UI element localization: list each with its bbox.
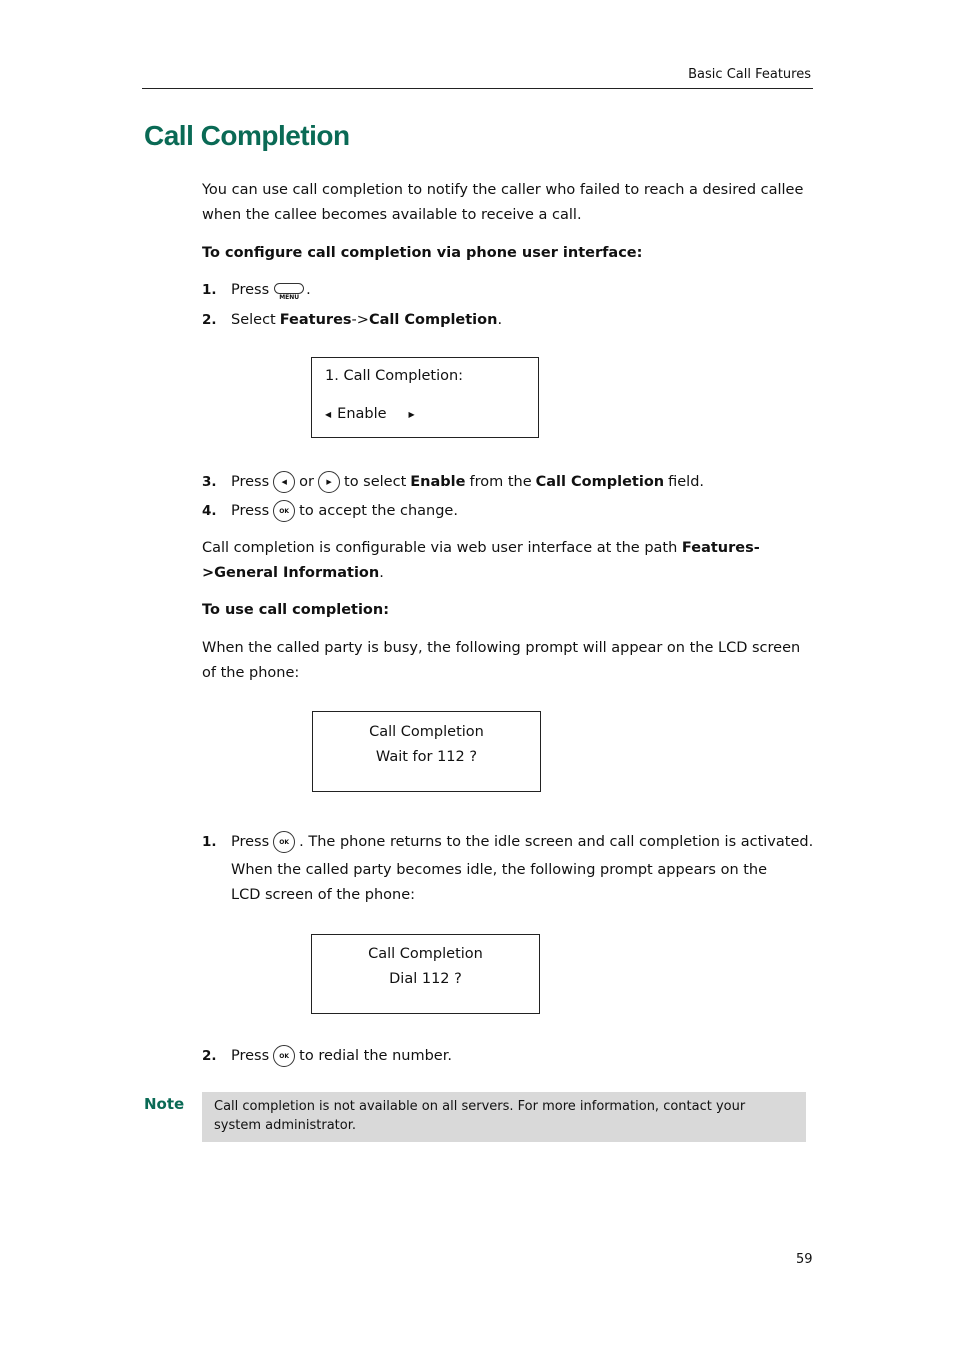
menu-path: Features xyxy=(279,312,352,328)
right-triangle-icon: ▶ xyxy=(408,409,415,419)
configure-step-1 xyxy=(202,277,311,303)
menu-key-icon xyxy=(274,283,304,302)
lcd-line: Wait for 112 ? xyxy=(375,749,478,765)
step-number: 3. xyxy=(202,474,217,490)
step-text: to redial the number. xyxy=(299,1048,452,1064)
intro-paragraph: You can use call completion to notify the caller who failed to reach a desired callee when the callee becomes available to receive a call. xyxy=(202,182,804,223)
step-number: 1. xyxy=(202,282,217,298)
menu-key-shape xyxy=(274,283,304,294)
page-number: 59 xyxy=(796,1252,813,1267)
para-text: . xyxy=(379,565,384,581)
ok-key-icon: OK xyxy=(273,500,295,522)
step-text: Press xyxy=(231,1048,270,1064)
lcd-screen-wait xyxy=(312,711,541,792)
step-text: . The phone returns to the idle screen and call completion is activated. xyxy=(299,834,814,850)
path-arrow: -> xyxy=(202,540,760,581)
left-triangle-icon: ◀ xyxy=(325,409,332,419)
step-number: 4. xyxy=(202,503,217,519)
menu-path: Features xyxy=(681,540,754,556)
para-text: Call completion is configurable via web user interface at the path xyxy=(202,540,678,556)
step-text: from the xyxy=(469,474,532,490)
step-text: to select xyxy=(344,474,407,490)
option-name: Enable xyxy=(410,474,466,490)
step-text: Press xyxy=(231,503,270,519)
use-heading: To use call completion: xyxy=(202,602,390,618)
use-step-1-detail: When the called party becomes idle, the following prompt appears on the LCD screen of the phone: xyxy=(231,862,768,903)
step-number: 2. xyxy=(202,312,217,328)
ok-key-icon: OK xyxy=(273,831,295,853)
page-title: Call Completion xyxy=(144,120,350,151)
lcd-screen-dial xyxy=(311,934,540,1014)
step-text: Press xyxy=(231,282,270,298)
use-intro-paragraph: When the called party is busy, the following prompt will appear on the LCD screen of the phone: xyxy=(202,640,801,681)
configure-step-4 xyxy=(202,498,458,524)
step-text: field. xyxy=(668,474,705,490)
path-arrow: -> xyxy=(351,312,369,328)
step-text: . xyxy=(497,312,503,328)
lcd-line: 1. Call Completion: xyxy=(325,368,464,384)
right-key-icon: ▶ xyxy=(318,471,340,493)
lcd-screen-config xyxy=(311,357,539,438)
lcd-value-row xyxy=(325,406,415,422)
lcd-line: Dial 112 ? xyxy=(389,971,462,987)
step-text: Select xyxy=(231,312,276,328)
step-number: 1. xyxy=(202,834,217,850)
step-number: 2. xyxy=(202,1048,217,1064)
configure-heading: To configure call completion via phone user interface: xyxy=(202,245,643,261)
web-ui-paragraph xyxy=(202,536,814,586)
lcd-line: Call Completion xyxy=(369,724,484,740)
left-key-icon: ◀ xyxy=(273,471,295,493)
note-label: Note xyxy=(144,1095,185,1113)
use-step-2 xyxy=(202,1043,452,1069)
field-name: Call Completion xyxy=(535,474,665,490)
step-text: to accept the change. xyxy=(299,503,458,519)
menu-path: General Information xyxy=(214,565,380,581)
step-text: Press xyxy=(231,474,270,490)
step-text: . xyxy=(306,282,311,298)
step-text: or xyxy=(299,474,315,490)
configure-step-2 xyxy=(202,307,502,333)
header-rule xyxy=(142,88,813,89)
lcd-line: Call Completion xyxy=(368,946,483,962)
ok-key-icon: OK xyxy=(273,1045,295,1067)
use-step-1 xyxy=(202,829,813,855)
lcd-value: Enable xyxy=(337,406,387,422)
menu-path: Call Completion xyxy=(368,312,498,328)
step-text: Press xyxy=(231,834,270,850)
note-box: Call completion is not available on all servers. For more information, contact your system administrator. xyxy=(202,1092,806,1142)
running-header: Basic Call Features xyxy=(688,67,811,82)
menu-key-label: MENU xyxy=(279,293,300,301)
configure-step-3 xyxy=(202,469,704,495)
